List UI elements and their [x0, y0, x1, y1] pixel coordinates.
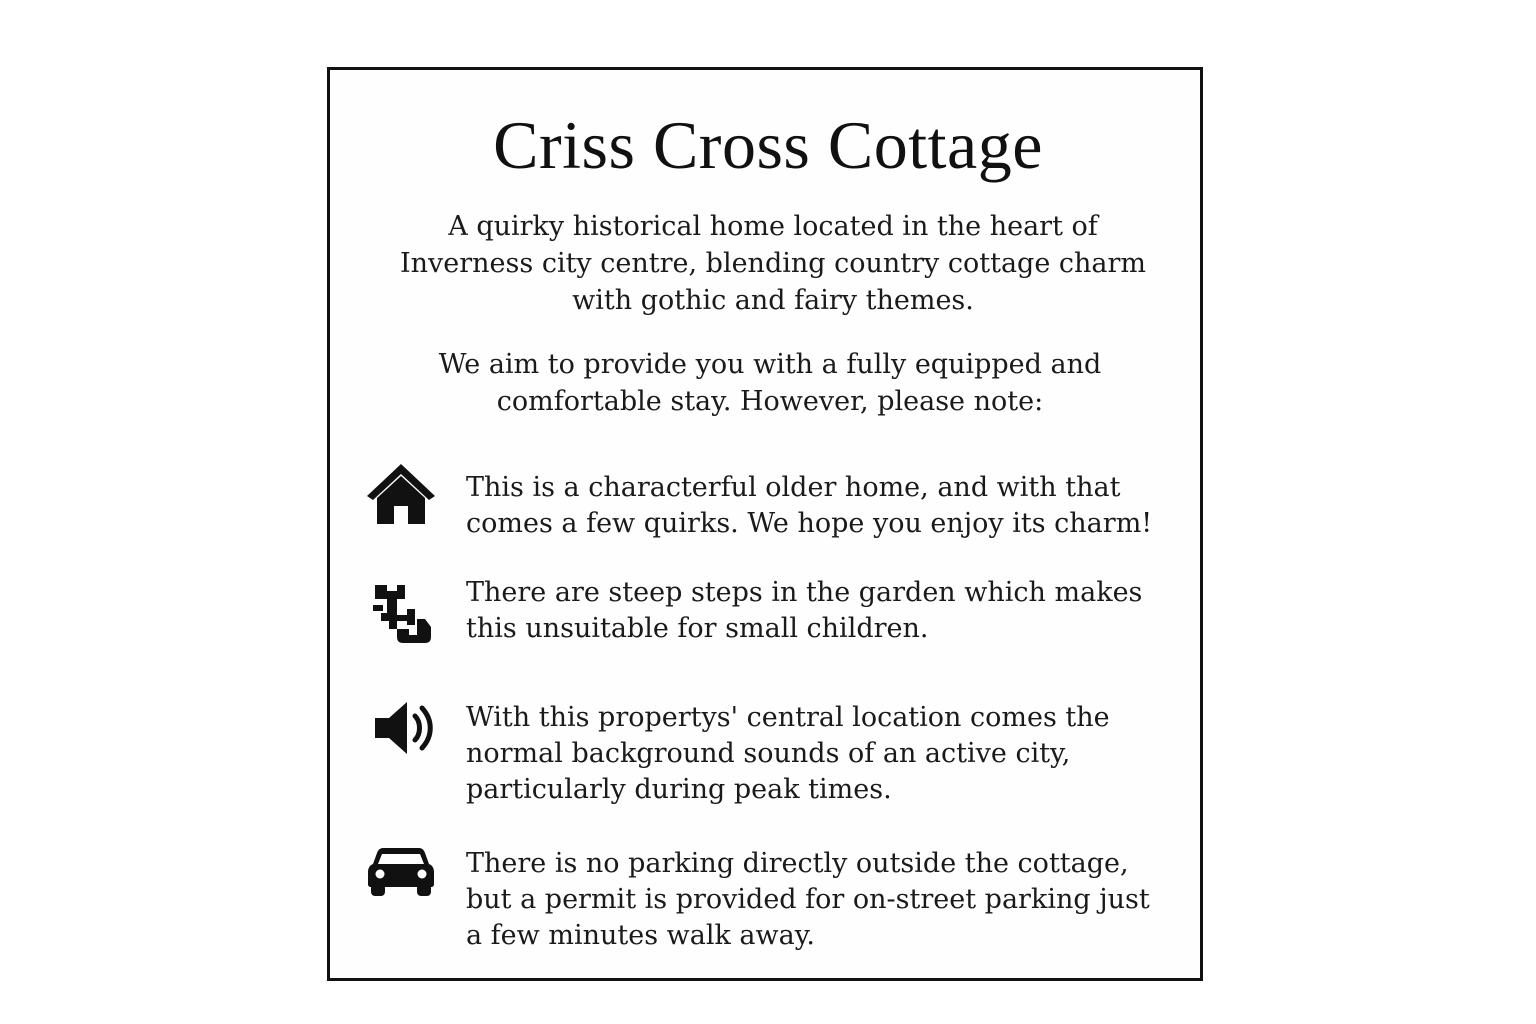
speaker-icon — [365, 692, 437, 764]
car-icon — [365, 834, 437, 906]
house-icon — [365, 458, 437, 530]
intro-description: A quirky historical home located in the heart of Inverness city centre, blending country cottage charm with gothic and fairy themes. — [399, 211, 1147, 316]
note-text: This is a characterful older home, and with that comes a few quirks. We hope you enjoy its charm! — [466, 472, 1153, 539]
note-text: There is no parking directly outside the cottage, but a permit is provided for on-street parking just a few minutes walk away. — [466, 848, 1150, 951]
intro-note: We aim to provide you with a fully equipped and comfortable stay. However, please note: — [438, 349, 1102, 417]
stairs-icon — [365, 575, 437, 647]
page-title: Criss Cross Cottage — [493, 107, 1043, 183]
note-text: There are steep steps in the garden which makes this unsuitable for small children. — [466, 577, 1143, 644]
note-text: With this propertys' central location comes the normal background sounds of an active city, particularly during peak times. — [466, 702, 1110, 805]
